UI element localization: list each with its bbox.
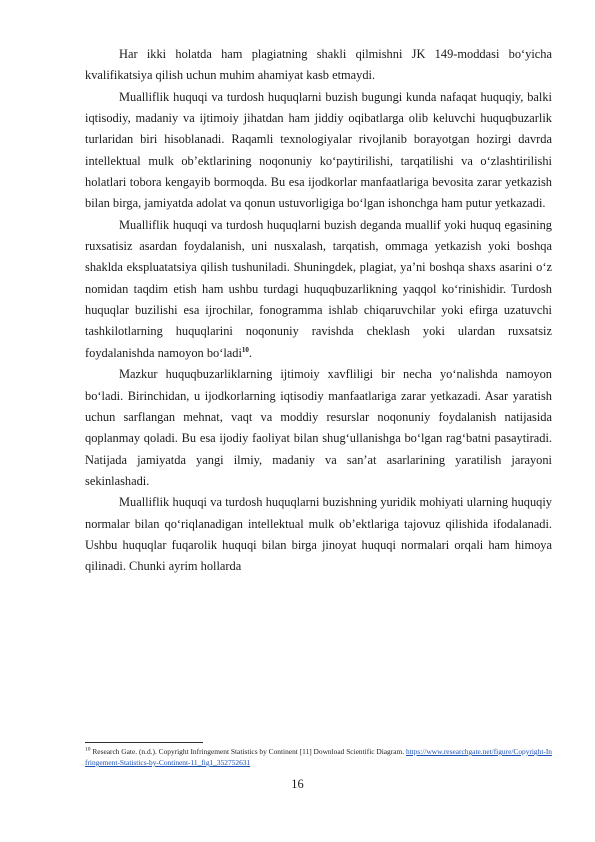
paragraph-5-text: Mualliflik huquqi va turdosh huquqlarni buzishning yuridik mohiyati ularning huquqiy normalar bilan qo‘riqlanadigan intellektual mulk ob’ektlariga tajovuz qilishida ifodalanadi. Ushbu huquqlar fuqarolik huquqi bilan birga jinoyat huquqi normalari orqali ham himoya qilinadi. Chunki ayrim hollarda <box>85 495 552 574</box>
paragraph-3 <box>85 215 552 364</box>
footnote-link[interactable]: https://www.researchgate.net/figure/Copyright-Infringement-Statistics-by-Continent-11_fig1_352752631 <box>85 747 552 767</box>
paragraph-1-text: Har ikki holatda ham plagiatning shakli qilmishni JK 149-moddasi bo‘yicha kvalifikatsiya qilish uchun muhim ahamiyat kasb etmaydi. <box>85 47 552 83</box>
paragraph-3-end: . <box>248 345 253 360</box>
page-number: 16 <box>291 777 304 791</box>
footnote-separator <box>85 742 203 743</box>
body-text <box>85 44 552 578</box>
footnote-number: 10 <box>85 746 91 753</box>
footnote <box>85 746 552 768</box>
paragraph-5 <box>85 492 552 577</box>
paragraph-2-text: Mualliflik huquqi va turdosh huquqlarni buzish bugungi kunda nafaqat huquqiy, balki iqtisodiy, madaniy va ijtimoiy jihatdan ham jiddiy oqibatlarga olib keluvchi huquqbuzarlik turlaridan biri hisoblanadi. Raqamli texnologiyalar rivojlanib borayotgan hozirgi davrda intellektual mulk ob’ektlarining noqonuniy ko‘paytirilishi, tarqatilishi va o‘zlashtirilishi holatlari tobora kengayib bormoqda. Bu esa ijodkorlar manfaatlariga bevosita zarar yetkazish bilan birga, jamiyatda adolat va qonun ustuvorligiga bo‘lgan ishonchga ham putur yetkazadi. <box>85 89 552 211</box>
paragraph-1 <box>85 44 552 87</box>
footnote-text: Research Gate. (n.d.). Copyright Infringement Statistics by Continent [11] Download Scientific Diagram. <box>92 747 405 756</box>
footnote-reference[interactable]: 10 <box>241 345 249 354</box>
paragraph-4 <box>85 364 552 492</box>
paragraph-4-text: Mazkur huquqbuzarliklarning ijtimoiy xavfliligi bir necha yo‘nalishda namoyon bo‘ladi. Birinchidan, u ijodkorlarning iqtisodiy manfaatlariga zarar yetkazadi. Asar yaratish uchun sarflangan mehnat, vaqt va moddiy resurslar noqonuniy foydalanish natijasida qoplanmay qoladi. Bu esa ijodiy faoliyat bilan shug‘ullanishga bo‘lgan rag‘batni pasaytiradi. Natijada jamiyatda yangi ilmiy, madaniy va san’at asarlarining yaratilish jarayoni sekinlashadi. <box>85 367 552 488</box>
paragraph-2 <box>85 87 552 215</box>
paragraph-3-text: Mualliflik huquqi va turdosh huquqlarni buzish deganda muallif yoki huquq egasining ruxsatisiz asardan foydalanish, uni nusxalash, tarqatish, ommaga yetkazish yoki boshqa shaklda ekspluatatsiya qilish tushuniladi. Shuningdek, plagiat, ya’ni boshqa shaxs asarini o‘z nomidan taqdim etish ham ushbu turdagi huquqbuzarlikning yaqqol ko‘rinishidir. Turdosh huquqlar buzilishi esa ijrochilar, fonogramma ishlab chiqaruvchilar yoki efirga uzatuvchi tashkilotlarning huquqlarini noqonuniy ravishda cheklash yoki ulardan ruxsatsiz foydalanishda namoyon bo‘ladi <box>85 217 552 360</box>
